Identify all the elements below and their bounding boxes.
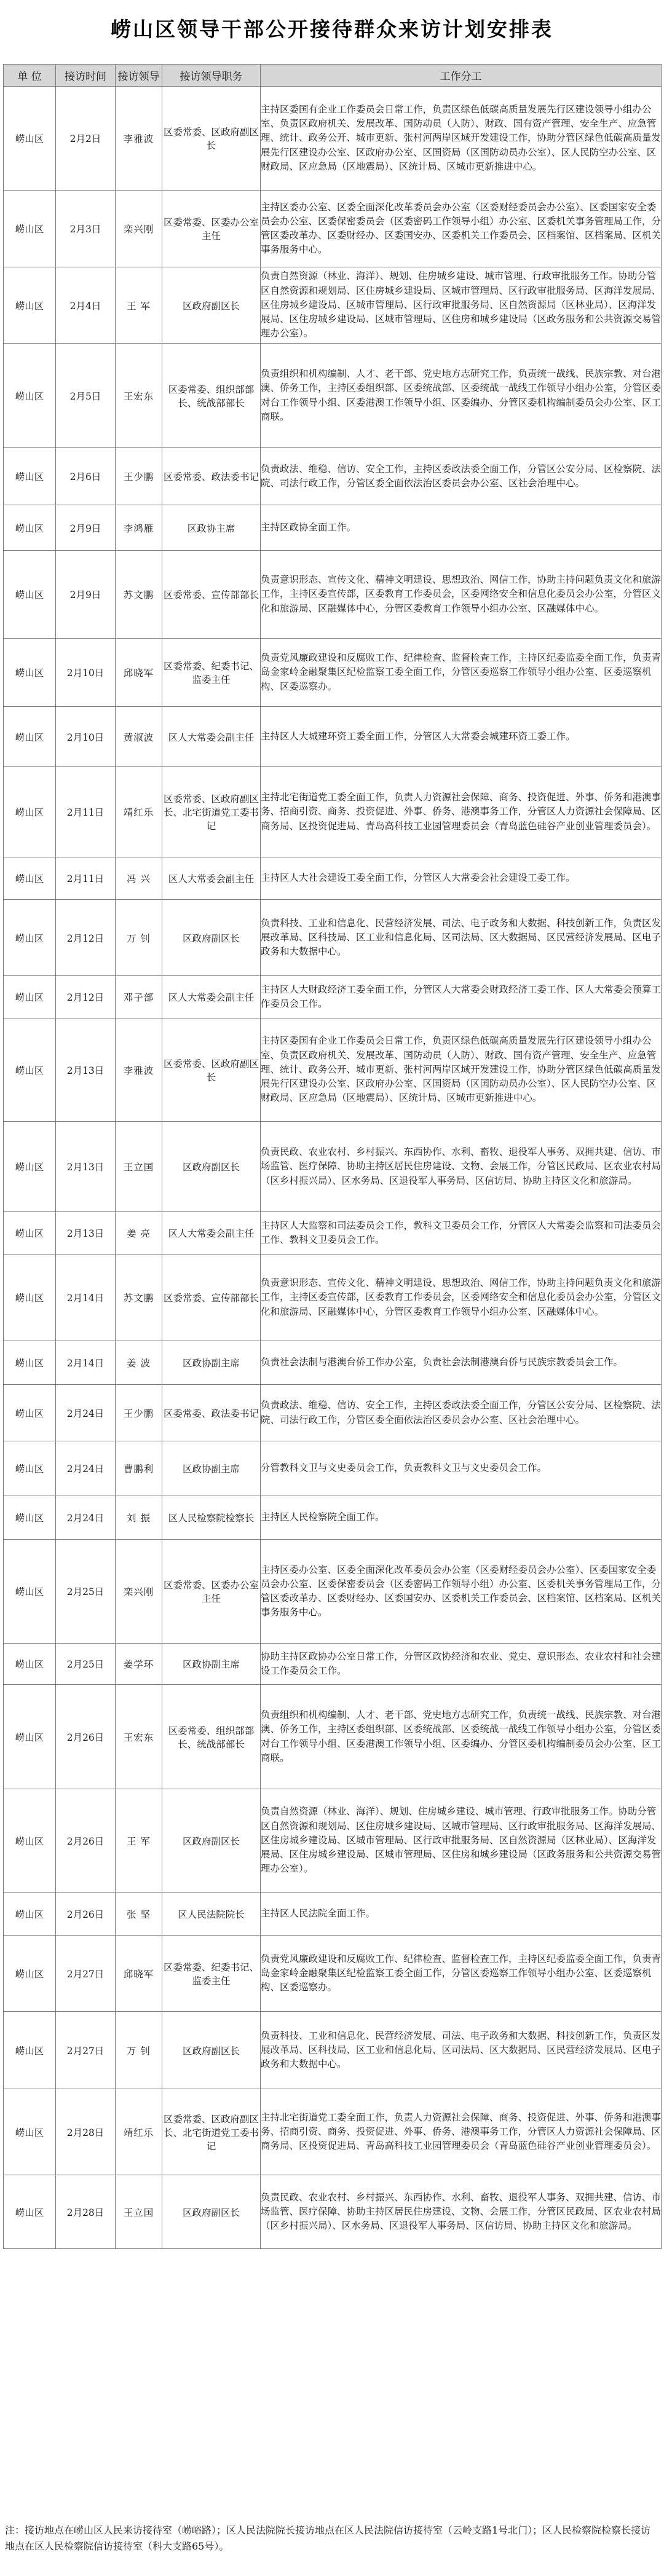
- row-date: 2月9日: [56, 505, 116, 551]
- row-duties: 主持区委国有企业工作委员会日常工作，负责区绿色低碳高质量发展先行区建设领导小组办公室、负责区政府机关、发展改革、国防动员（人防）、财政、国有资产管理、安全生产、应急管理、统计、政务公开、城市更新、张村河两岸区域开发建设工作，协助分管区绿色低碳高质量发展先行区建设办公室、区政府办公室、区国资局（区国防动员办公室）、区人民防空办公室、区财政局、区应急局（区地震局）、区统计局、区城市更新推进中心。: [261, 1018, 662, 1122]
- table-row: [4, 2012, 662, 2089]
- row-unit: 崂山区: [4, 2089, 56, 2175]
- row-position: 区委常委、区委办公室主任: [162, 1540, 261, 1644]
- header-position: 接访领导职务: [162, 65, 261, 87]
- table-row: [4, 639, 662, 707]
- row-leader: 邓子部: [116, 976, 162, 1018]
- row-date: 2月11日: [56, 857, 116, 900]
- row-position: 区政府副区长: [162, 1789, 261, 1893]
- row-leader: 曹鹏利: [116, 1441, 162, 1495]
- row-unit: 崂山区: [4, 976, 56, 1018]
- row-leader: 王立国: [116, 2175, 162, 2249]
- row-leader: 王 军: [116, 1789, 162, 1893]
- row-duties: 主持北宅街道党工委全面工作，负责人力资源社会保障、商务、投资促进、外事、侨务和港澳事务、招商引资、商务、投资促进、外事、侨务、港澳事务工作，分管区人力资源社会保障局、区商务局、区投资促进局、青岛高科技工业园管理委员会（青岛蓝色硅谷产业创业管理委员会）。: [261, 767, 662, 857]
- table-row: [4, 267, 662, 344]
- row-position: 区委常委、纪委书记、监委主任: [162, 1936, 261, 2012]
- row-leader: 靖红乐: [116, 767, 162, 857]
- row-unit: 崂山区: [4, 1441, 56, 1495]
- row-leader: 邱晓军: [116, 1936, 162, 2012]
- table-row: [4, 857, 662, 900]
- row-duties: 负责民政、农业农村、乡村振兴、东西协作、水利、畜牧、退役军人事务、双拥共建、信访、市场监管、医疗保障、协助主持区居民住房建设、文物、会展工作，分管区民政局、区农业农村局（区乡村振兴局）、区水务局、区退役军人事务局、区信访局、协助主持区文化和旅游局。: [261, 2175, 662, 2249]
- row-position: 区政府副区长: [162, 2012, 261, 2089]
- row-duties: 协助主持区政协办公室日常工作，分管区政协经济和农业、党史、意识形态、农业农村和社会建设工作委员会工作。: [261, 1644, 662, 1685]
- row-duties: 主持区人大城建环资工委全面工作，分管区人大常委会城建环资工委工作。: [261, 707, 662, 767]
- row-duties: 负责自然资源（林业、海洋）、规划、住房城乡建设、城市管理、行政审批服务工作。协助分管区自然资源和规划局、区住房城乡建设局、区城市管理局、区行政审批服务局、区海洋发展局、区住房城乡建设局、区城市管理局、区行政审批服务局、区自然资源局（区林业局）、区海洋发展局、区住房城乡建设局、区城市管理局、区住房和城乡建设局（区政务服务和公共资源交易管理办公室）。: [261, 267, 662, 344]
- row-date: 2月10日: [56, 639, 116, 707]
- row-position: 区委常委、区委办公室主任: [162, 191, 261, 267]
- row-leader: 邱晓军: [116, 639, 162, 707]
- header-date: 接访时间: [56, 65, 116, 87]
- row-date: 2月27日: [56, 2012, 116, 2089]
- row-unit: 崂山区: [4, 1644, 56, 1685]
- row-leader: 姜 亮: [116, 1212, 162, 1255]
- table-row: [4, 1789, 662, 1893]
- row-leader: 李雅波: [116, 1018, 162, 1122]
- row-unit: 崂山区: [4, 448, 56, 505]
- page-title: 崂山区领导干部公开接待群众来访计划安排表: [111, 17, 553, 41]
- row-position: 区人民检察院检察长: [162, 1495, 261, 1540]
- row-unit: 崂山区: [4, 1018, 56, 1122]
- header-duties: 工作分工: [261, 65, 662, 87]
- row-date: 2月24日: [56, 1441, 116, 1495]
- row-unit: 崂山区: [4, 2175, 56, 2249]
- row-leader: 张 坚: [116, 1893, 162, 1936]
- row-position: 区人大常委会副主任: [162, 1212, 261, 1255]
- schedule-table: [3, 64, 662, 2249]
- row-leader: 栾兴刚: [116, 191, 162, 267]
- table-row: [4, 1644, 662, 1685]
- table-row: [4, 448, 662, 505]
- row-leader: 李鸿雁: [116, 505, 162, 551]
- row-date: 2月11日: [56, 767, 116, 857]
- row-position: 区人民法院院长: [162, 1893, 261, 1936]
- row-duties: 主持区人民检察院全面工作。: [261, 1495, 662, 1540]
- row-unit: 崂山区: [4, 505, 56, 551]
- row-date: 2月2日: [56, 87, 116, 191]
- table-row: [4, 1441, 662, 1495]
- row-leader: 姜 波: [116, 1341, 162, 1385]
- row-position: 区人大常委会副主任: [162, 707, 261, 767]
- table-row: [4, 1212, 662, 1255]
- row-unit: 崂山区: [4, 1122, 56, 1212]
- row-position: 区政协副主席: [162, 1441, 261, 1495]
- row-date: 2月13日: [56, 1212, 116, 1255]
- table-row: [4, 900, 662, 976]
- row-date: 2月6日: [56, 448, 116, 505]
- row-duties: 负责科技、工业和信息化、民营经济发展、司法、电子政务和大数据、科技创新工作，负责区发展改革局、区科技局、区工业和信息化局、区司法局、区大数据局、区民营经济发展局、区电子政务和大数据中心。: [261, 2012, 662, 2089]
- row-leader: 王立国: [116, 1122, 162, 1212]
- row-date: 2月24日: [56, 1495, 116, 1540]
- row-unit: 崂山区: [4, 344, 56, 448]
- row-unit: 崂山区: [4, 87, 56, 191]
- row-position: 区委常委、区政府副区长、北宅街道党工委书记: [162, 767, 261, 857]
- row-leader: 王少鹏: [116, 1385, 162, 1441]
- header-unit: 单 位: [4, 65, 56, 87]
- row-duties: 负责政法、维稳、信访、安全工作，主持区委政法委全面工作，分管区公安分局、区检察院、法院、司法行政工作，分管区委全面依法治区委员会办公室、区社会治理中心。: [261, 448, 662, 505]
- table-row: [4, 2089, 662, 2175]
- table-row: [4, 976, 662, 1018]
- row-unit: 崂山区: [4, 1495, 56, 1540]
- row-date: 2月9日: [56, 551, 116, 639]
- row-duties: 主持区人民法院全面工作。: [261, 1893, 662, 1936]
- row-leader: 刘 振: [116, 1495, 162, 1540]
- row-position: 区政府副区长: [162, 900, 261, 976]
- row-duties: 负责政法、维稳、信访、安全工作，主持区委政法委全面工作，分管区公安分局、区检察院、法院、司法行政工作，分管区委全面依法治区委员会办公室、区社会治理中心。: [261, 1385, 662, 1441]
- row-position: 区政协副主席: [162, 1644, 261, 1685]
- row-leader: 姜学环: [116, 1644, 162, 1685]
- row-duties: 分管教科文卫与文史委员会工作，负责教科文卫与文史委员会工作。: [261, 1441, 662, 1495]
- row-unit: 崂山区: [4, 1540, 56, 1644]
- table-row: [4, 1122, 662, 1212]
- row-date: 2月26日: [56, 1685, 116, 1789]
- table-row: [4, 1685, 662, 1789]
- row-duties: 负责自然资源（林业、海洋）、规划、住房城乡建设、城市管理、行政审批服务工作。协助分管区自然资源和规划局、区住房城乡建设局、区城市管理局、区行政审批服务局、区海洋发展局、区住房城乡建设局、区城市管理局、区行政审批服务局、区自然资源局（区林业局）、区海洋发展局、区住房城乡建设局、区城市管理局、区住房和城乡建设局（区政务服务和公共资源交易管理办公室）。: [261, 1789, 662, 1893]
- row-duties: 负责意识形态、宣传文化、精神文明建设、思想政治、网信工作，协助主持问题负责文化和旅游工作，主持区委宣传部，区委教育工作委员会，区委网络安全和信息化委员会办公室，分管区文化和旅游局、区融媒体中心，分管区委教育工作领导小组办公室、区融媒体中心。: [261, 551, 662, 639]
- row-position: 区人大常委会副主任: [162, 976, 261, 1018]
- row-position: 区政协主席: [162, 505, 261, 551]
- row-leader: 黄淑波: [116, 707, 162, 767]
- row-leader: 靖红乐: [116, 2089, 162, 2175]
- table-row: [4, 767, 662, 857]
- header-leader: 接访领导: [116, 65, 162, 87]
- row-unit: 崂山区: [4, 1212, 56, 1255]
- row-duties: 负责科技、工业和信息化、民营经济发展、司法、电子政务和大数据、科技创新工作，负责区发展改革局、区科技局、区工业和信息化局、区司法局、区大数据局、区民营经济发展局、区电子政务和大数据中心。: [261, 900, 662, 976]
- row-leader: 万 钊: [116, 900, 162, 976]
- row-unit: 崂山区: [4, 857, 56, 900]
- table-row: [4, 1385, 662, 1441]
- row-duties: 负责意识形态、宣传文化、精神文明建设、思想政治、网信工作，协助主持问题负责文化和旅游工作，主持区委宣传部，区委教育工作委员会，区委网络安全和信息化委员会办公室，分管区文化和旅游局、区融媒体中心，分管区委教育工作领导小组办公室、区融媒体中心。: [261, 1255, 662, 1341]
- row-unit: 崂山区: [4, 900, 56, 976]
- row-date: 2月10日: [56, 707, 116, 767]
- row-date: 2月25日: [56, 1540, 116, 1644]
- row-duties: 主持区人大财政经济工委全面工作，分管区人大常委会财政经济工委工作、区人大常委会预算工作委员会工作。: [261, 976, 662, 1018]
- row-duties: 负责党风廉政建设和反腐败工作、纪律检查、监督检查工作，主持区纪委监委全面工作，负责青岛金家岭金融聚集区纪检监察工委全面工作，分管区委巡察工作领导小组办公室、区委巡察机构、区委巡察办。: [261, 1936, 662, 2012]
- row-date: 2月5日: [56, 344, 116, 448]
- row-unit: 崂山区: [4, 551, 56, 639]
- table-row: [4, 344, 662, 448]
- row-position: 区委常委、组织部部长、统战部部长: [162, 1685, 261, 1789]
- row-leader: 王宏东: [116, 1685, 162, 1789]
- row-position: 区政府副区长: [162, 1122, 261, 1212]
- table-row: [4, 1893, 662, 1936]
- row-date: 2月3日: [56, 191, 116, 267]
- row-unit: 崂山区: [4, 1685, 56, 1789]
- row-unit: 崂山区: [4, 2012, 56, 2089]
- row-duties: 主持区委国有企业工作委员会日常工作，负责区绿色低碳高质量发展先行区建设领导小组办公室、负责区政府机关、发展改革、国防动员（人防）、财政、国有资产管理、安全生产、应急管理、统计、政务公开、城市更新、张村河两岸区域开发建设工作，协助分管区绿色低碳高质量发展先行区建设办公室、区政府办公室、区国资局（区国防动员办公室）、区人民防空办公室、区财政局、区应急局（区地震局）、区统计局、区城市更新推进中心。: [261, 87, 662, 191]
- row-duties: 主持区委办公室、区委全面深化改革委员会办公室（区委财经委员会办公室）、区委国家安全委员会办公室、区委保密委员会（区委密码工作领导小组）办公室、区委机关事务管理局工作，分管区委改革办、区委财经办、区委国安办、区委机关工作委员会、区档案馆、区档案局、区机关事务服务中心。: [261, 191, 662, 267]
- table-row: [4, 87, 662, 191]
- row-date: 2月4日: [56, 267, 116, 344]
- row-date: 2月12日: [56, 976, 116, 1018]
- row-position: 区政府副区长: [162, 267, 261, 344]
- row-date: 2月27日: [56, 1936, 116, 2012]
- row-leader: 苏文鹏: [116, 1255, 162, 1341]
- row-duties: 主持区人大社会建设工委全面工作，分管区人大常委会社会建设工委工作。: [261, 857, 662, 900]
- row-date: 2月28日: [56, 2089, 116, 2175]
- row-date: 2月25日: [56, 1644, 116, 1685]
- row-unit: 崂山区: [4, 1385, 56, 1441]
- row-duties: 主持区委办公室、区委全面深化改革委员会办公室（区委财经委员会办公室）、区委国家安全委员会办公室、区委保密委员会（区委密码工作领导小组）办公室、区委机关事务管理局工作，分管区委改革办、区委财经办、区委国安办、区委机关工作委员会、区档案馆、区档案局、区机关事务服务中心。: [261, 1540, 662, 1644]
- row-duties: 负责民政、农业农村、乡村振兴、东西协作、水利、畜牧、退役军人事务、双拥共建、信访、市场监管、医疗保障、协助主持区居民住房建设、文物、会展工作，分管区民政局、区农业农村局（区乡村振兴局）、区水务局、区退役军人事务局、区信访局、协助主持区文化和旅游局。: [261, 1122, 662, 1212]
- row-position: 区政府副区长: [162, 2175, 261, 2249]
- table-row: [4, 1018, 662, 1122]
- row-leader: 万 钊: [116, 2012, 162, 2089]
- table-row: [4, 551, 662, 639]
- table-row: [4, 1936, 662, 2012]
- row-leader: 苏文鹏: [116, 551, 162, 639]
- row-unit: 崂山区: [4, 767, 56, 857]
- row-position: 区委常委、组织部部长、统战部部长: [162, 344, 261, 448]
- table-row: [4, 191, 662, 267]
- row-unit: 崂山区: [4, 1893, 56, 1936]
- row-position: 区委常委、政法委书记: [162, 448, 261, 505]
- row-date: 2月14日: [56, 1341, 116, 1385]
- row-position: 区委常委、宣传部部长: [162, 1255, 261, 1341]
- row-date: 2月26日: [56, 1789, 116, 1893]
- row-unit: 崂山区: [4, 1255, 56, 1341]
- row-leader: 李雅波: [116, 87, 162, 191]
- row-leader: 王少鹏: [116, 448, 162, 505]
- table-row: [4, 1495, 662, 1540]
- row-date: 2月13日: [56, 1122, 116, 1212]
- row-leader: 王 军: [116, 267, 162, 344]
- table-row: [4, 505, 662, 551]
- row-duties: 负责组织和机构编制、人才、老干部、党史地方志研究工作，负责统一战线、民族宗教、对台港澳、侨务工作，主持区委组织部、区委统战部、区委统战一战线工作领导小组办公室，分管区委对台工作领导小组、区委港澳工作领导小组、区委编办、分管区委机构编制委员会办公室、区工商联。: [261, 1685, 662, 1789]
- row-leader: 冯 兴: [116, 857, 162, 900]
- row-unit: 崂山区: [4, 639, 56, 707]
- row-unit: 崂山区: [4, 707, 56, 767]
- table-row: [4, 1341, 662, 1385]
- table-header-row: [4, 65, 662, 87]
- row-date: 2月26日: [56, 1893, 116, 1936]
- row-date: 2月28日: [56, 2175, 116, 2249]
- row-unit: 崂山区: [4, 267, 56, 344]
- row-duties: 负责社会法制与港澳台侨工作办公室，负责社会法制港澳台侨与民族宗教委员会工作。: [261, 1341, 662, 1385]
- table-row: [4, 2175, 662, 2249]
- row-duties: 主持区政协全面工作。: [261, 505, 662, 551]
- row-duties: 主持区人大监察和司法委员会工作，教科文卫委员会工作，分管区人大常委会监察和司法委员会工作、教科文卫委员会工作。: [261, 1212, 662, 1255]
- row-date: 2月14日: [56, 1255, 116, 1341]
- row-unit: 崂山区: [4, 191, 56, 267]
- row-date: 2月24日: [56, 1385, 116, 1441]
- footnote: 注：接访地点在崂山区人民来访接待室（崂峪路）；区人民法院院长接访地点在区人民法院信访接待室（云岭支路1号北门）；区人民检察院检察长接访地点在区人民检察院信访接待室（科大支路65号）。: [5, 2524, 651, 2552]
- row-leader: 王宏东: [116, 344, 162, 448]
- row-position: 区委常委、政法委书记: [162, 1385, 261, 1441]
- table-row: [4, 1255, 662, 1341]
- row-position: 区政协副主席: [162, 1341, 261, 1385]
- row-duties: 负责组织和机构编制、人才、老干部、党史地方志研究工作，负责统一战线、民族宗教、对台港澳、侨务工作，主持区委组织部、区委统战部、区委统战一战线工作领导小组办公室，分管区委对台工作领导小组、区委港澳工作领导小组、区委编办、分管区委机构编制委员会办公室、区工商联。: [261, 344, 662, 448]
- row-position: 区人大常委会副主任: [162, 857, 261, 900]
- row-date: 2月13日: [56, 1018, 116, 1122]
- row-position: 区委常委、宣传部部长: [162, 551, 261, 639]
- table-row: [4, 707, 662, 767]
- row-unit: 崂山区: [4, 1789, 56, 1893]
- row-position: 区委常委、区政府副区长: [162, 1018, 261, 1122]
- row-unit: 崂山区: [4, 1341, 56, 1385]
- row-position: 区委常委、区政府副区长: [162, 87, 261, 191]
- row-position: 区委常委、区政府副区长、北宅街道党工委书记: [162, 2089, 261, 2175]
- table-row: [4, 1540, 662, 1644]
- row-duties: 负责党风廉政建设和反腐败工作、纪律检查、监督检查工作，主持区纪委监委全面工作，负责青岛金家岭金融聚集区纪检监察工委全面工作，分管区委巡察工作领导小组办公室、区委巡察机构、区委巡察办。: [261, 639, 662, 707]
- row-unit: 崂山区: [4, 1936, 56, 2012]
- row-date: 2月12日: [56, 900, 116, 976]
- row-position: 区委常委、纪委书记、监委主任: [162, 639, 261, 707]
- row-duties: 主持北宅街道党工委全面工作，负责人力资源社会保障、商务、投资促进、外事、侨务和港澳事务、招商引资、商务、投资促进、外事、侨务、港澳事务工作，分管区人力资源社会保障局、区商务局、区投资促进局、青岛高科技工业园管理委员会（青岛蓝色硅谷产业创业管理委员会）。: [261, 2089, 662, 2175]
- row-leader: 栾兴刚: [116, 1540, 162, 1644]
